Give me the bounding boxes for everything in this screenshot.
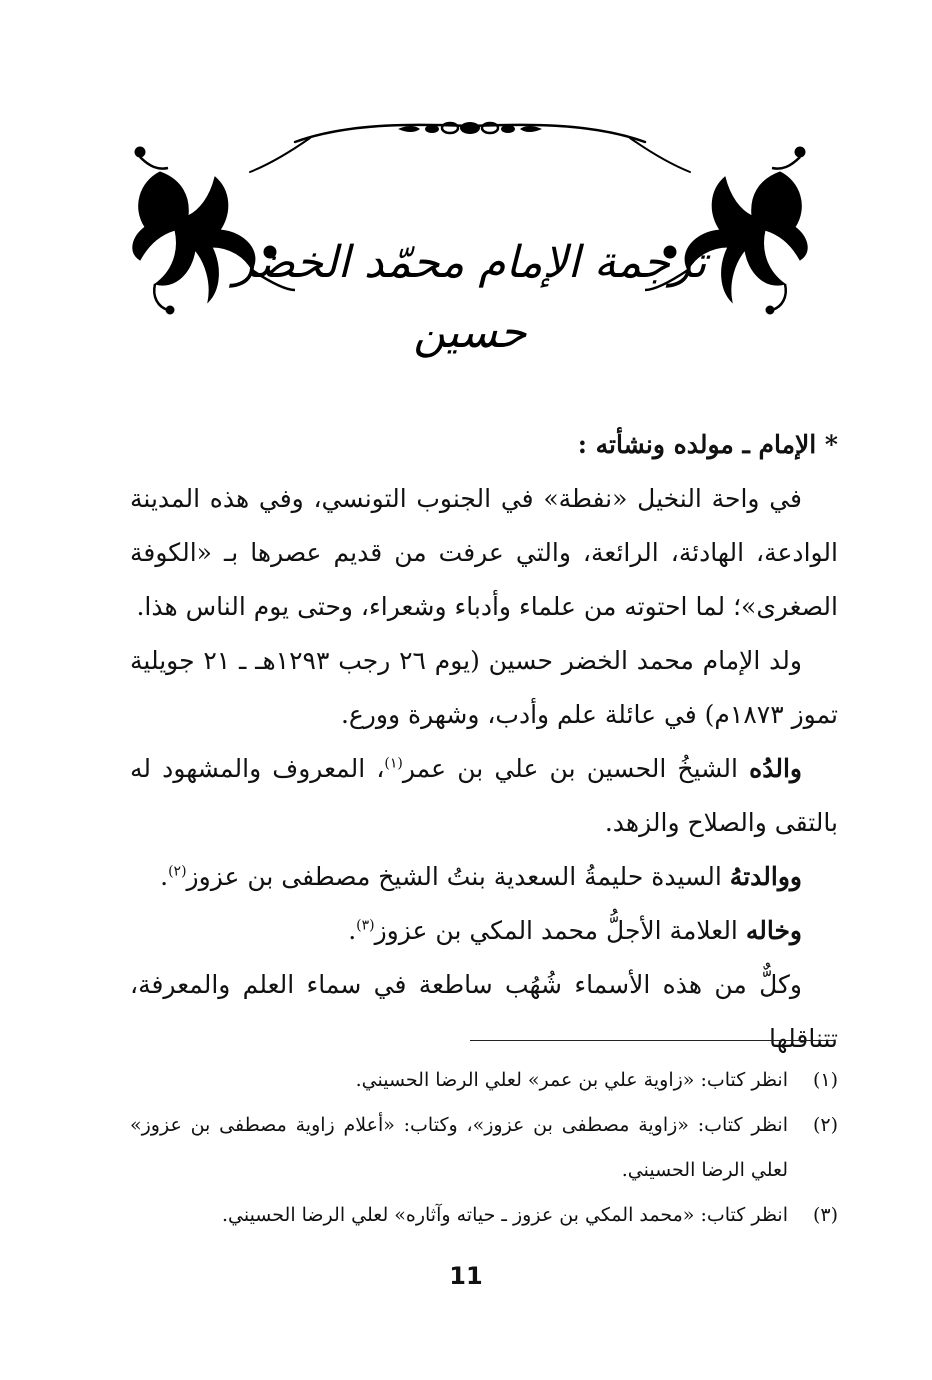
mother-label: ووالدتهُ	[729, 862, 802, 891]
page-number: 11	[449, 1262, 483, 1290]
footnote-number: (٣)	[812, 1204, 838, 1226]
paragraph-2: ولد الإمام محمد الخضر حسين (يوم ٢٦ رجب ١٢٩٣هـ ـ ٢١ جويلية تموز ١٨٧٣م) في عائلة علم وأدب، وشهرة وورع.	[130, 646, 838, 729]
paragraph-6: وكلٌّ من هذه الأسماء شُهُب ساطعة في سماء العلم والمعرفة، تتناقلها	[130, 970, 838, 1053]
section-heading-text: الإمام ـ مولده ونشأته :	[577, 430, 817, 459]
footnote-text: انظر كتاب: «محمد المكي بن عزوز ـ حياته وآثاره» لعلي الرضا الحسيني.	[221, 1204, 788, 1226]
footnote-ref-3[interactable]: (٣)	[356, 917, 375, 934]
father-label: والدُه	[749, 754, 802, 783]
paragraph-4	[130, 850, 838, 904]
page-title: ترجمة الإمام محمّد الخضر حسين	[233, 237, 707, 358]
footnote-2	[130, 1103, 838, 1193]
footnote-1	[130, 1058, 838, 1103]
main-text	[130, 418, 838, 1066]
uncle-text: العلامة الأجلُّ محمد المكي بن عزوز	[374, 916, 746, 945]
paragraph-3	[130, 742, 838, 850]
footnote-ref-1[interactable]: (١)	[384, 755, 403, 772]
footnote-text: انظر كتاب: «زاوية مصطفى بن عزوز»، وكتاب: «أعلام زاوية مصطفى بن عزوز» لعلي الرضا الحسيني.	[130, 1114, 788, 1181]
footnote-number: (١)	[812, 1069, 838, 1091]
uncle-text-end: .	[348, 916, 357, 945]
section-heading	[130, 418, 838, 472]
mother-text: السيدة حليمةُ السعدية بنتُ الشيخ مصطفى بن عزوز	[186, 862, 730, 891]
footnote-ref-2[interactable]: (٢)	[168, 863, 187, 880]
footnotes	[130, 1058, 838, 1238]
paragraph-1: في واحة النخيل «نفطة» في الجنوب التونسي، وفي هذه المدينة الوادعة، الهادئة، الرائعة، والتي عرفت من قديم عصرها بـ «الكوفة الصغرى»؛ لما احتوته من علماء وأدباء وشعراء، وحتى يوم الناس هذا.	[130, 484, 838, 621]
footnote-number: (٢)	[812, 1114, 838, 1136]
father-text: الشيخُ الحسين بن علي بن عمر	[402, 754, 750, 783]
footnote-divider	[470, 1040, 835, 1041]
footnote-text: انظر كتاب: «زاوية علي بن عمر» لعلي الرضا الحسيني.	[355, 1069, 788, 1091]
footnote-3	[130, 1193, 838, 1238]
uncle-label: وخاله	[745, 916, 802, 945]
mother-text-end: .	[160, 862, 169, 891]
paragraph-5	[130, 904, 838, 958]
father-text-end: ، المعروف والمشهود له بالتقى والصلاح والزهد.	[130, 754, 838, 837]
asterisk-marker: *	[824, 430, 838, 459]
